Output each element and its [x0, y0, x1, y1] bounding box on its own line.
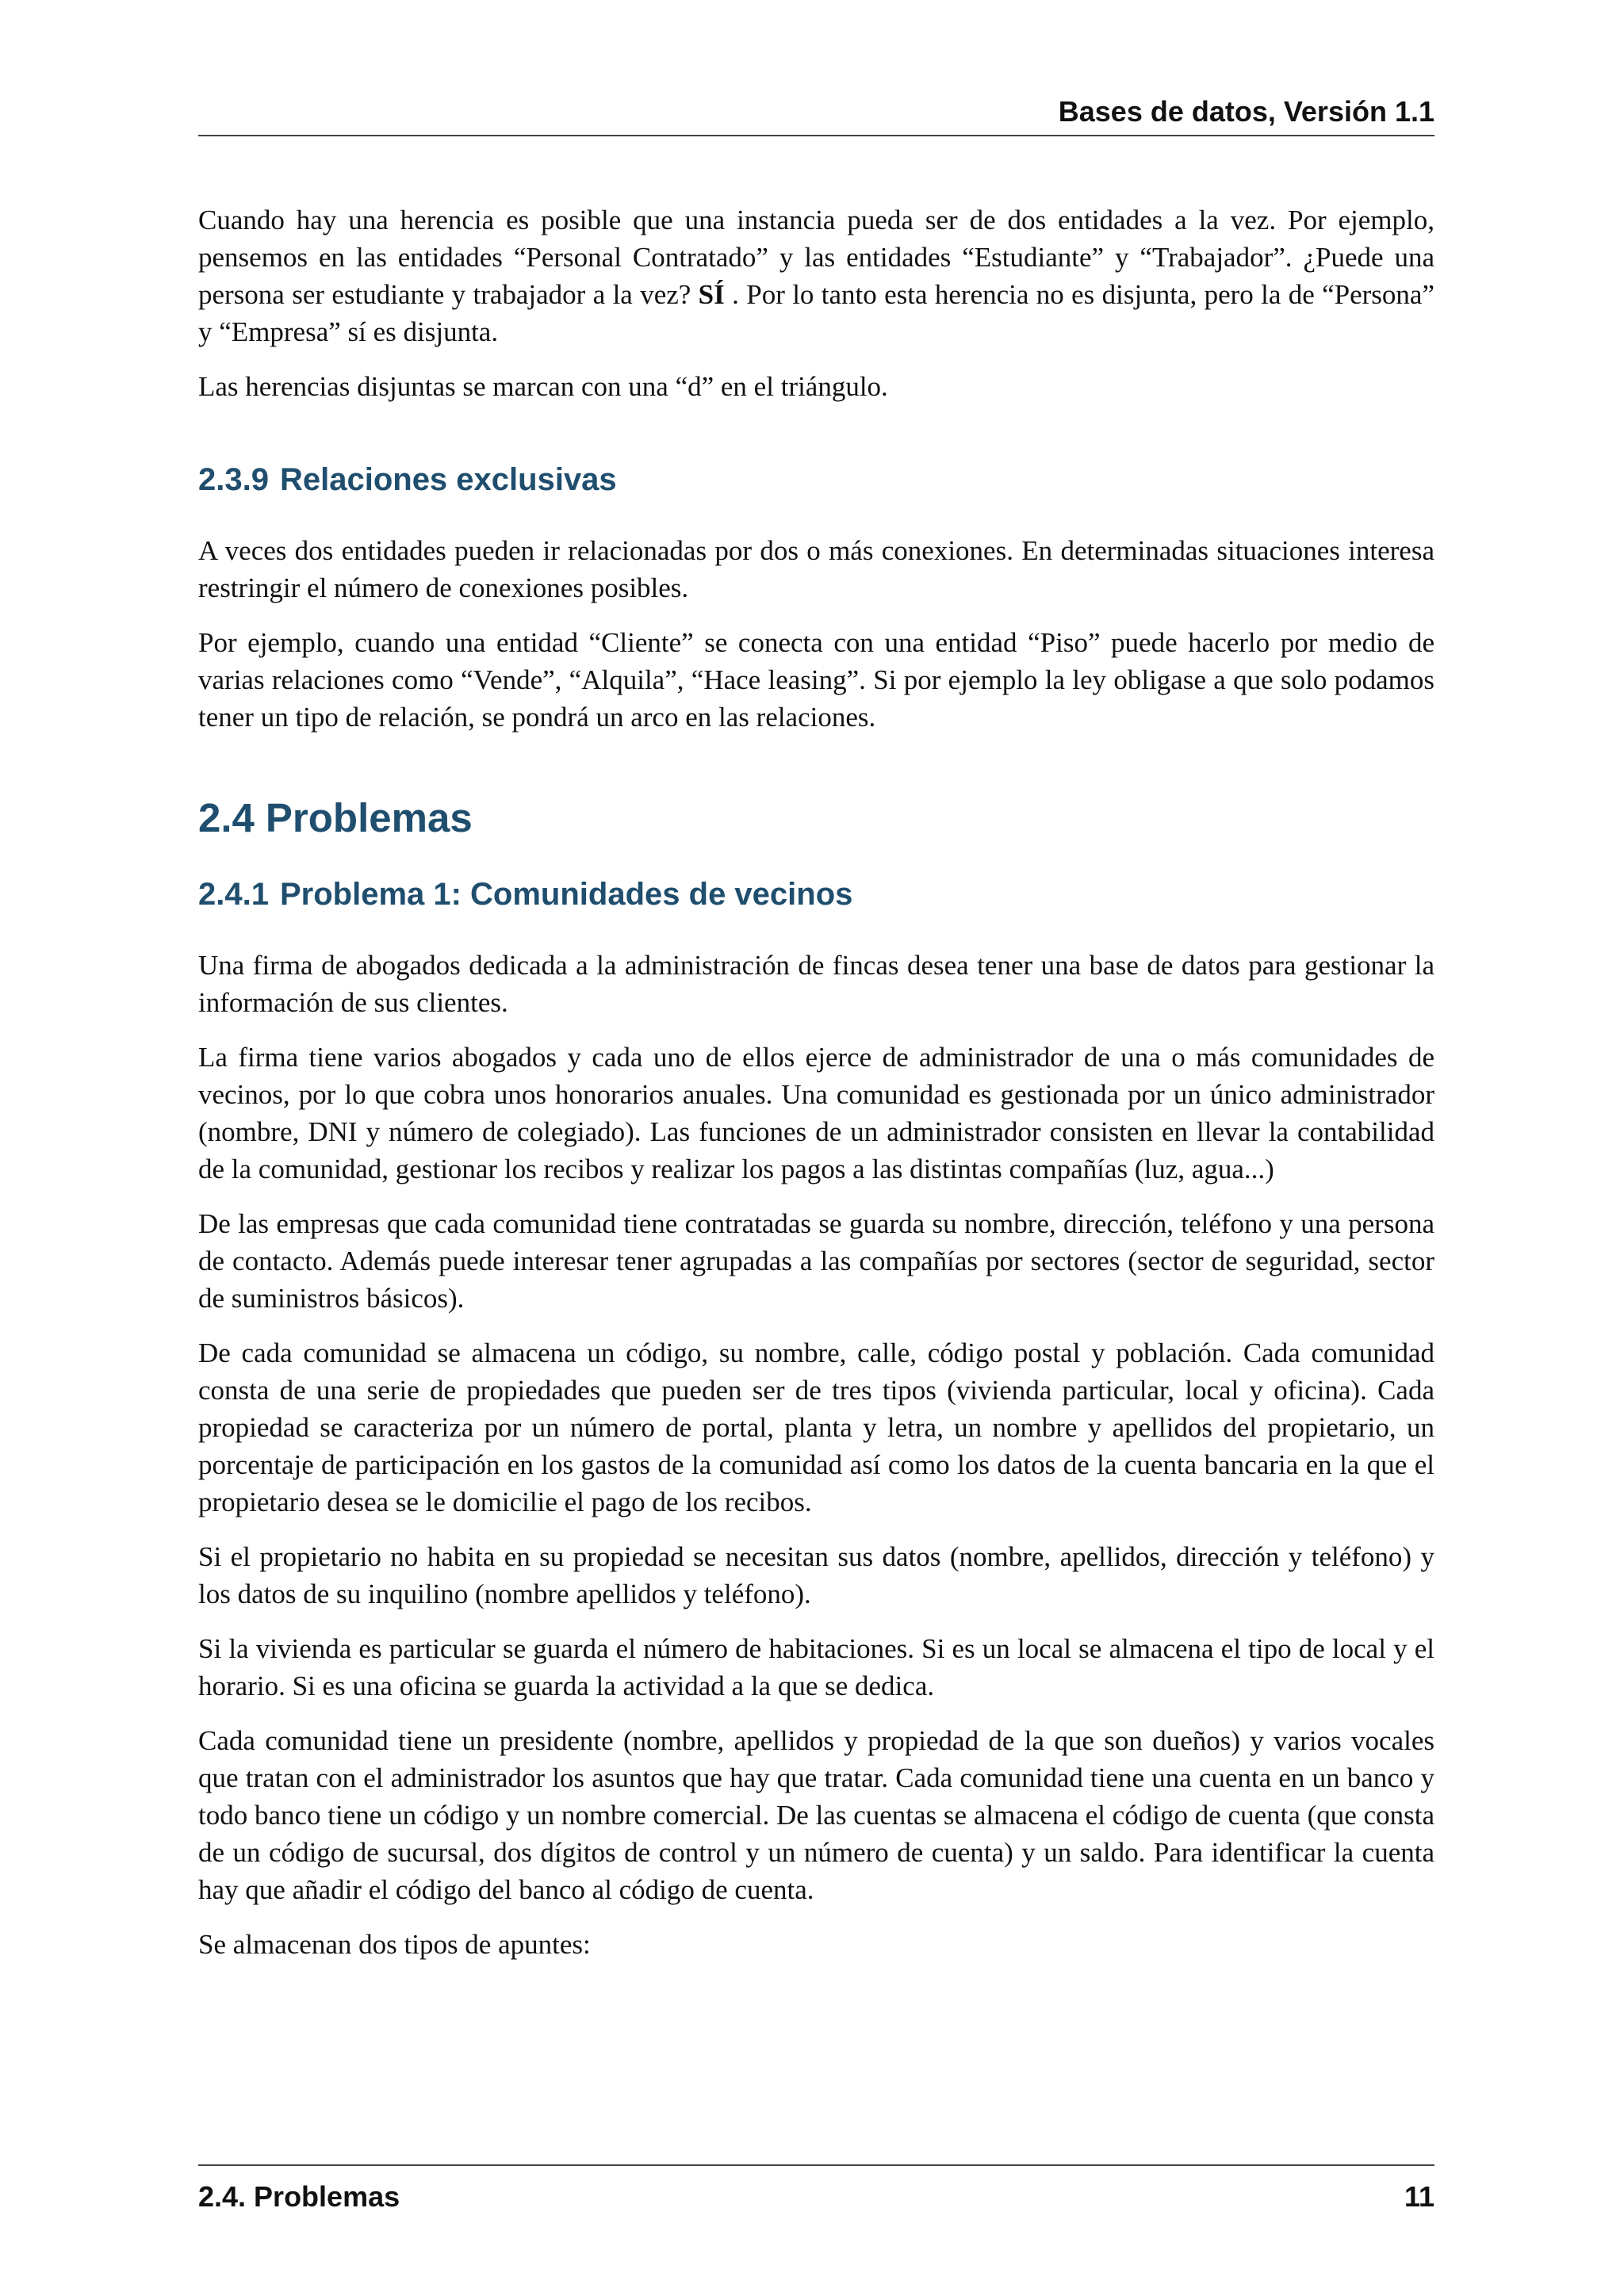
paragraph: Las herencias disjuntas se marcan con una “d” en el triángulo. — [198, 371, 888, 402]
running-header — [198, 89, 1434, 136]
section-heading-2-4-1 — [198, 875, 1434, 913]
section-heading-2-3-9 — [198, 461, 1434, 499]
paragraph: La firma tiene varios abogados y cada uno de ellos ejerce de administrador de una o más comunidades de vecinos, por lo que cobra unos honorarios anuales. Una comunidad es gestionada por un único administrador (nombre, DNI y número de colegiado). Las funciones de un administrador consisten en llevar la contabilidad de la comunidad, gestionar los recibos y realizar los pagos a las distintas compañías (luz, agua...) — [198, 1042, 1434, 1184]
section-title: Relaciones exclusivas — [279, 462, 617, 497]
section-number: 2.4.1 — [198, 877, 269, 912]
page-number: 11 — [1404, 2180, 1434, 2213]
header-title: Bases de datos, Versión 1.1 — [1058, 95, 1434, 128]
paragraph: A veces dos entidades pueden ir relacionadas por dos o más conexiones. En determinadas situaciones interesa restringir el número de conexiones posibles. — [198, 535, 1434, 603]
text-span: . Por lo tanto esta herencia no es disjunta, pero la de “Persona” y “Empresa” sí es disjunta. — [198, 279, 1434, 347]
section-number: 2.4 — [198, 795, 255, 840]
paragraph: De cada comunidad se almacena un código, su nombre, calle, código postal y población. Cada comunidad consta de una serie de propiedades que pueden ser de tres tipos (vivienda particular, local y oficina). Cada propiedad se caracteriza por un número de portal, planta y letra, un nombre y apellidos del propietario, un porcentaje de participación en los gastos de la comunidad así como los datos de la cuenta bancaria en la que el propietario desea se le domicilie el pago de los recibos. — [198, 1337, 1434, 1517]
paragraph: Cada comunidad tiene un presidente (nombre, apellidos y propiedad de la que son dueños) y varios vocales que tratan con el administrador los asuntos que hay que tratar. Cada comunidad tiene una cuenta en un banco y todo banco tiene un código y un nombre comercial. De las cuentas se almacena el código de cuenta (que consta de un código de sucursal, dos dígitos de control y un número de cuenta) y un saldo. Para identificar la cuenta hay que añadir el código del banco al código de cuenta. — [198, 1725, 1434, 1905]
paragraph: Una firma de abogados dedicada a la administración de fincas desea tener una base de datos para gestionar la información de sus clientes. — [198, 950, 1434, 1018]
footer-section: 2.4. Problemas — [198, 2180, 400, 2213]
section-heading-2-4 — [198, 794, 1434, 842]
paragraph — [198, 201, 1434, 350]
text-span: Cuando hay una herencia es posible que una instancia pueda ser de dos entidades a la vez. Por ejemplo, pensemos en las entidades “Personal Contratado” y las entidades “Estudiante” y “Trabajador”. ¿Puede una persona ser estudiante y trabajador a la vez? — [198, 205, 1434, 310]
section-title: Problemas — [265, 795, 473, 840]
section-number: 2.3.9 — [198, 462, 269, 497]
emphasis-text: SÍ — [698, 279, 725, 310]
page-content — [198, 201, 1434, 1980]
paragraph: De las empresas que cada comunidad tiene contratadas se guarda su nombre, dirección, teléfono y una persona de contacto. Además puede interesar tener agrupadas a las compañías por sectores (sector de seguridad, sector de suministros básicos). — [198, 1208, 1434, 1314]
paragraph: Si el propietario no habita en su propiedad se necesitan sus datos (nombre, apellidos, dirección y teléfono) y los datos de su inquilino (nombre apellidos y teléfono). — [198, 1541, 1434, 1609]
running-footer — [198, 2164, 1434, 2225]
paragraph: Se almacenan dos tipos de apuntes: — [198, 1929, 591, 1960]
section-title: Problema 1: Comunidades de vecinos — [279, 877, 853, 912]
paragraph: Si la vivienda es particular se guarda el número de habitaciones. Si es un local se almacena el tipo de local y el horario. Si es una oficina se guarda la actividad a la que se dedica. — [198, 1633, 1434, 1701]
paragraph: Por ejemplo, cuando una entidad “Cliente” se conecta con una entidad “Piso” puede hacerlo por medio de varias relaciones como “Vende”, “Alquila”, “Hace leasing”. Si por ejemplo la ley obligase a que solo podamos tener un tipo de relación, se pondrá un arco en las relaciones. — [198, 627, 1434, 733]
